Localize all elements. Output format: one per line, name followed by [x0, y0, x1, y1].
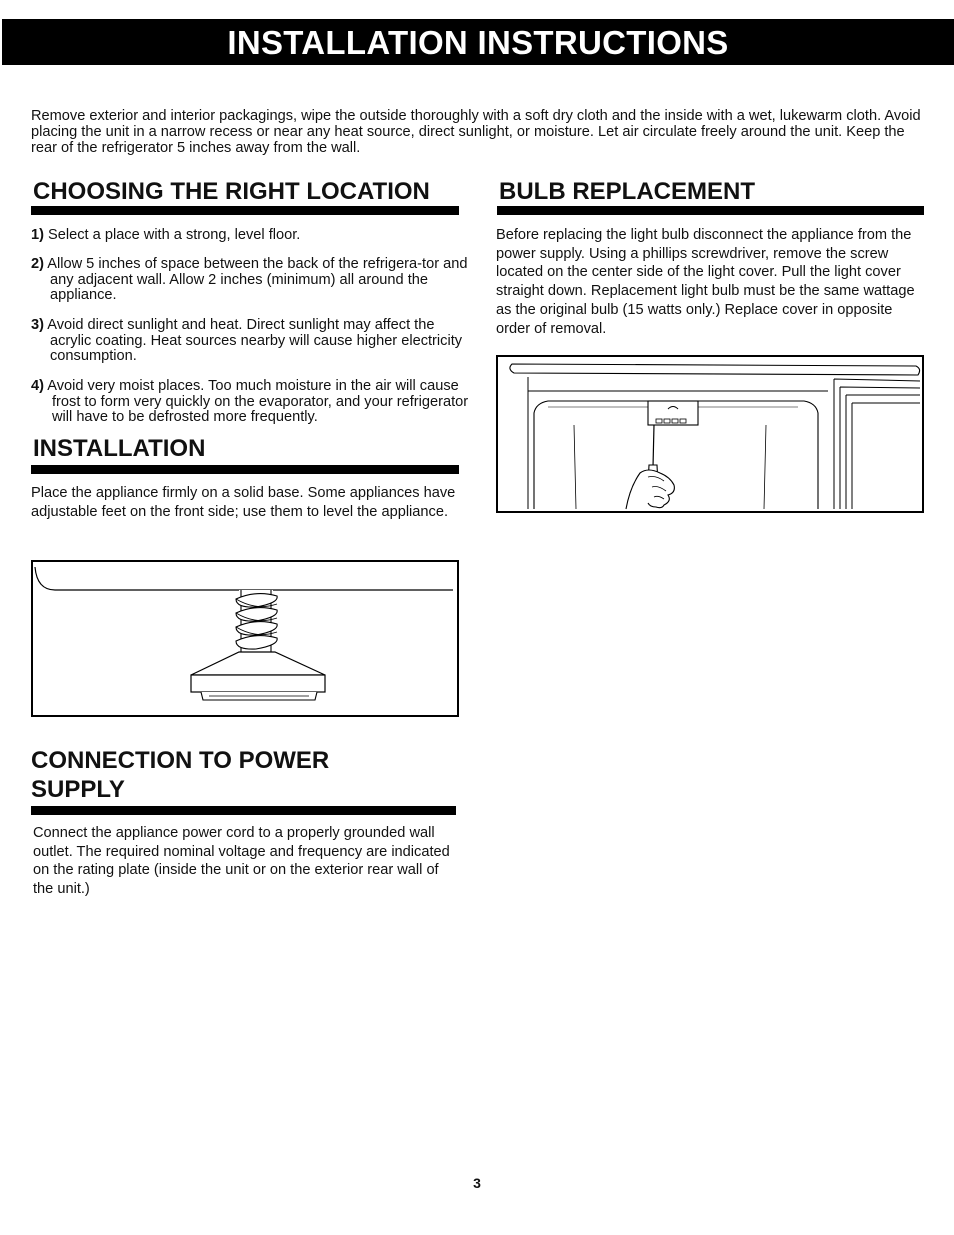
location-item-2-number: 2)	[31, 256, 44, 272]
bulb-replacement-drawing	[498, 357, 922, 511]
location-item-2-text: Allow 5 inches of space between the back of the refrigera-tor and any adjacent wall. Allow 2 inches (minimum) all around the appliance.	[47, 256, 468, 303]
bulb-heading: BULB REPLACEMENT	[499, 178, 755, 205]
intro-paragraph: Remove exterior and interior packagings, wipe the outside thoroughly with a soft dry cloth and the inside with a wet, lukewarm cloth. Avoid placing the unit in a narrow recess or near any heat source, direct sunlight, or moisture. Let air circulate freely around the unit. Keep the rear of the refrigerator 5 inches away from the wall.	[31, 108, 921, 156]
page-number: 3	[473, 1175, 481, 1191]
location-item-3-text: Avoid direct sunlight and heat. Direct sunlight may affect the acrylic coating. Heat sources nearby will cause higher electricity consumption.	[47, 317, 463, 364]
leveling-foot-illustration	[31, 560, 459, 717]
location-item-3	[31, 318, 478, 365]
location-item-1-number: 1)	[31, 227, 44, 243]
power-heading	[31, 746, 329, 804]
location-heading-rule	[31, 206, 459, 215]
location-item-4-number: 4)	[31, 378, 44, 394]
power-heading-line-1: CONNECTION TO POWER	[31, 747, 330, 774]
installation-paragraph: Place the appliance firmly on a solid base. Some appliances have adjustable feet on the front side; use them to level the appliance.	[31, 485, 456, 520]
power-heading-rule	[31, 806, 456, 815]
power-heading-line-2: SUPPLY	[31, 776, 125, 803]
installation-heading: INSTALLATION	[33, 435, 206, 462]
power-paragraph: Connect the appliance power cord to a properly grounded wall outlet. The required nominal voltage and frequency are indicated on the rating plate (inside the unit or on the exterior rear wall of the unit.)	[33, 825, 450, 898]
page-title: INSTALLATION INSTRUCTIONS	[2, 19, 954, 65]
installation-heading-rule	[31, 465, 459, 474]
bulb-paragraph: Before replacing the light bulb disconnect the appliance from the power supply. Using a phillips screwdriver, remove the screw located on the center side of the light cover. Pull the light cover straight down. Replacement light bulb must be the same wattage as the original bulb (15 watts only.) Replace cover in opposite order of removal.	[496, 227, 915, 337]
location-item-1-text: Select a place with a strong, level floor.	[48, 227, 301, 243]
location-item-4	[31, 379, 480, 426]
bulb-replacement-illustration	[496, 355, 924, 513]
location-item-4-text: Avoid very moist places. Too much moisture in the air will cause frost to form very quickly on the evaporator, and your refrigerator will have to be defrosted more frequently.	[47, 378, 469, 425]
location-item-3-number: 3)	[31, 317, 44, 333]
leveling-foot-drawing	[33, 562, 457, 715]
location-item-1	[31, 228, 478, 244]
location-item-2	[31, 257, 478, 304]
bulb-heading-rule	[497, 206, 924, 215]
location-heading: CHOOSING THE RIGHT LOCATION	[33, 178, 430, 205]
